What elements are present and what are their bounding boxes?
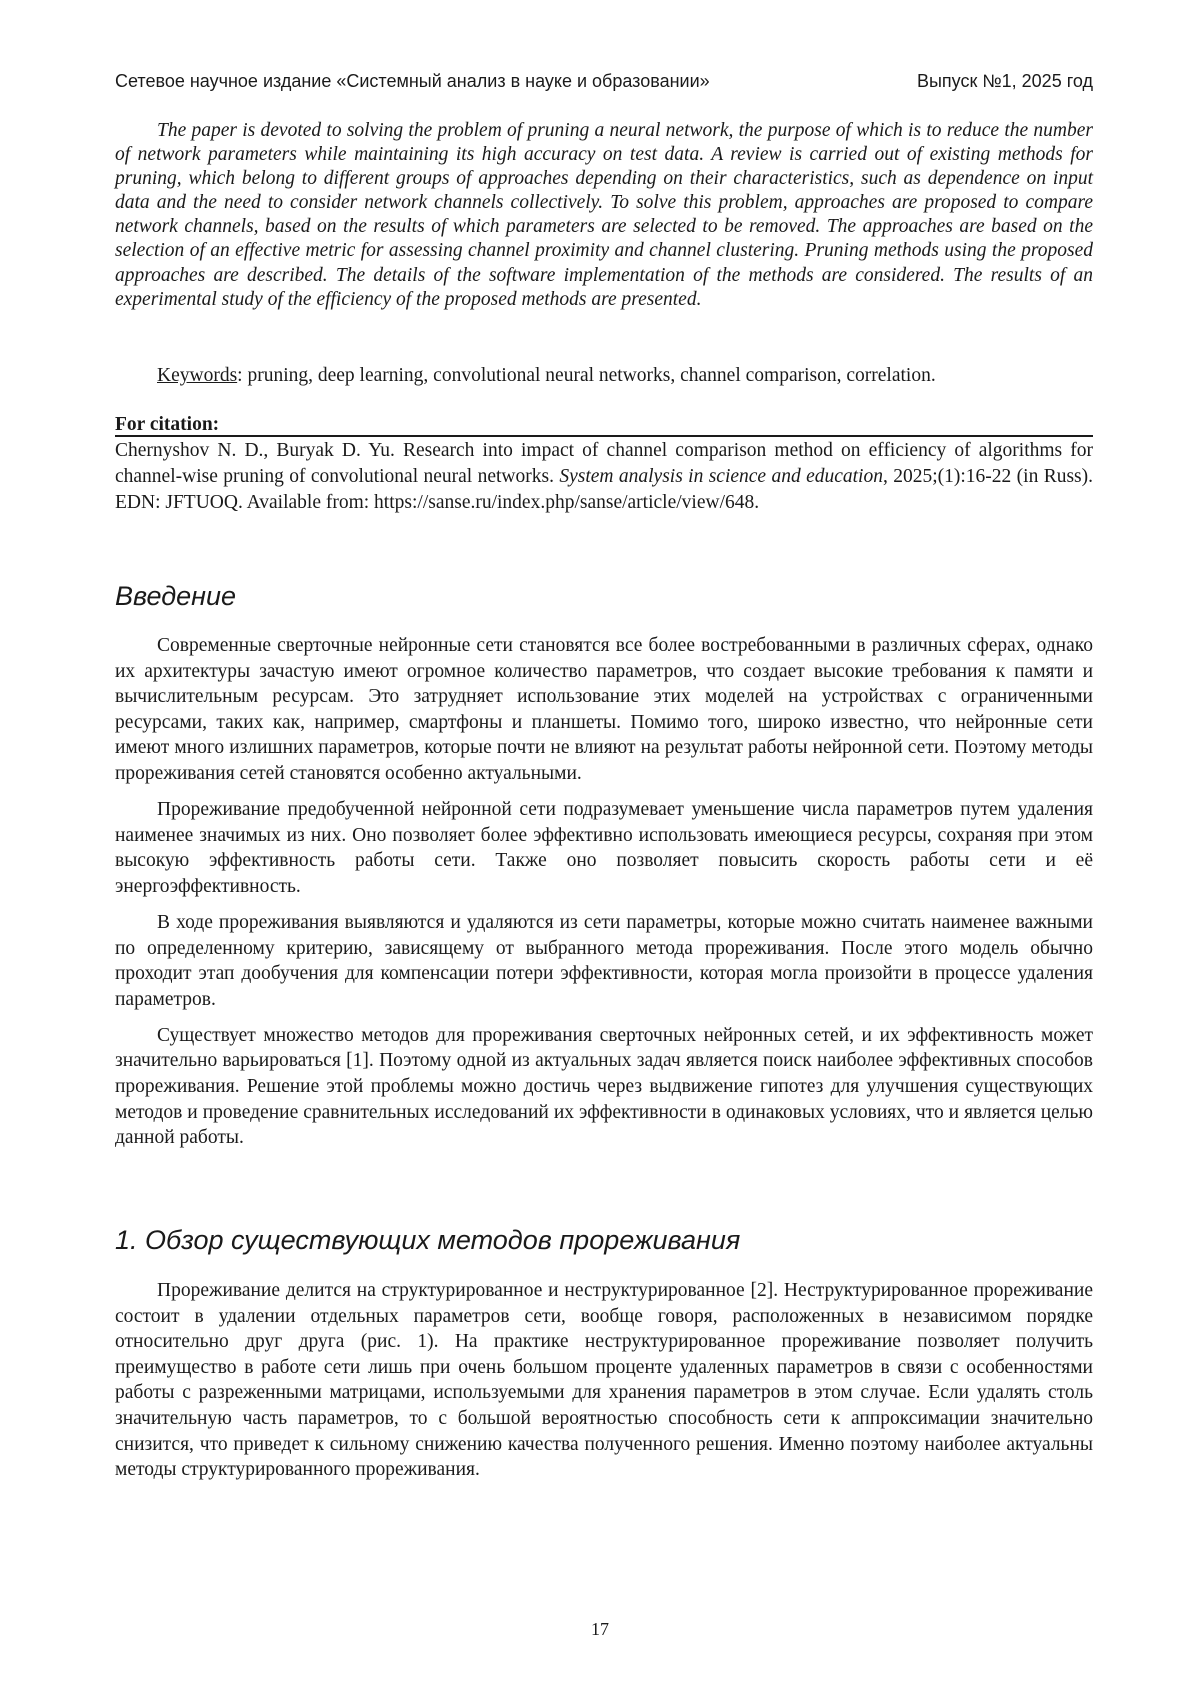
section1-heading: 1. Обзор существующих методов прореживания — [115, 1225, 741, 1255]
section1-paragraph: Прореживание делится на структурированное и неструктурированное [2]. Неструктурированное прореживание состоит в удалении отдельных параметров сети, вообще говоря, расположенных в независимом порядке относительно друг друга (рис. 1). На практике неструктурированное прореживание позволяет получить преимущество в работе сети лишь при очень большом проценте удаленных параметров в связи с особенностями работы с разреженными матрицами, используемыми для хранения параметров в этом случае. Если удалять столь значительную часть параметров, то с большой вероятностью способность сети к аппроксимации значительно снизится, что приведет к сильному снижению качества полученного решения. Именно поэтому наиболее актуальны методы структурированного прореживания. — [115, 1280, 1093, 1481]
intro-paragraph: Прореживание предобученной нейронной сети подразумевает уменьшение числа параметров путем удаления наименее значимых из них. Оно позволяет более эффективно использовать имеющиеся ресурсы, сохраняя при этом высокую эффективность работы сети. Также оно позволяет повысить скорость работы сети и её энергоэффективность. — [115, 799, 1093, 897]
intro-paragraph: Современные сверточные нейронные сети становятся все более востребованными в различных сферах, однако их архитектуры зачастую имеют огромное количество параметров, что создает высокие требования к памяти и вычислительным ресурсам. Это затрудняет использование этих моделей на устройствах с ограниченными ресурсами, таких как, например, смартфоны и планшеты. Помимо того, широко известно, что нейронные сети имеют много излишних параметров, которые почти не влияют на результат работы нейронной сети. Поэтому методы прореживания сетей становятся особенно актуальными. — [115, 635, 1093, 784]
page-number: 17 — [591, 1619, 609, 1639]
citation-rest: , 2025;(1):16-22 (in Russ). EDN: JFTUOQ. Available from: https://sanse.ru/index.php/sanse/article/view/648. — [115, 466, 1094, 513]
intro-body — [115, 633, 1093, 1161]
citation — [115, 438, 1093, 516]
intro-heading: Введение — [115, 581, 237, 611]
citation-heading: For citation: — [115, 413, 1093, 437]
keywords — [115, 364, 1093, 388]
running-header — [115, 70, 1093, 92]
abstract: The paper is devoted to solving the problem of pruning a neural network, the purpose of which is to reduce the number of network parameters while maintaining its high accuracy on test data. A review is carried out of existing methods for pruning, which belong to different groups of approaches depending on their characteristics, such as dependence on input data and the need to consider network channels collectively. To solve this problem, approaches are proposed to compare network channels, based on the results of which parameters are selected to be removed. The approaches are based on the selection of an effective metric for assessing channel proximity and channel clustering. Pruning methods using the proposed approaches are described. The details of the software implementation of the methods are considered. The results of an experimental study of the efficiency of the proposed methods are presented. — [115, 120, 1093, 310]
keywords-label: Keywords — [157, 365, 238, 386]
citation-journal: System analysis in science and education — [559, 466, 883, 487]
citation-authors-title: Chernyshov N. D., Buryak D. Yu. Research into impact of channel comparison method on efficiency of algorithms for channel-wise pruning of convolutional neural networks. — [115, 440, 1093, 487]
keywords-text: : pruning, deep learning, convolutional neural networks, channel comparison, correlation. — [237, 365, 936, 386]
intro-paragraph: В ходе прореживания выявляются и удаляются из сети параметры, которые можно считать наименее важными по определенному критерию, зависящему от выбранного метода прореживания. После этого модель обычно проходит этап дообучения для компенсации потери эффективности, которая могла произойти в процессе удаления параметров. — [115, 911, 1093, 1010]
intro-paragraph: Существует множество методов для прореживания сверточных нейронных сетей, и их эффективность может значительно варьироваться [1]. Поэтому одной из актуальных задач является поиск наиболее эффективных способов прореживания. Решение этой проблемы можно достичь через выдвижение гипотез для улучшения существующих методов и проведение сравнительных исследований их эффективности в одинаковых условиях, что и является целью данной работы. — [115, 1024, 1093, 1149]
section1-body — [115, 1278, 1093, 1493]
issue-label: Выпуск №1, 2025 год — [916, 71, 1093, 91]
journal-name: Сетевое научное издание «Системный анализ в науке и образовании» — [115, 71, 710, 91]
